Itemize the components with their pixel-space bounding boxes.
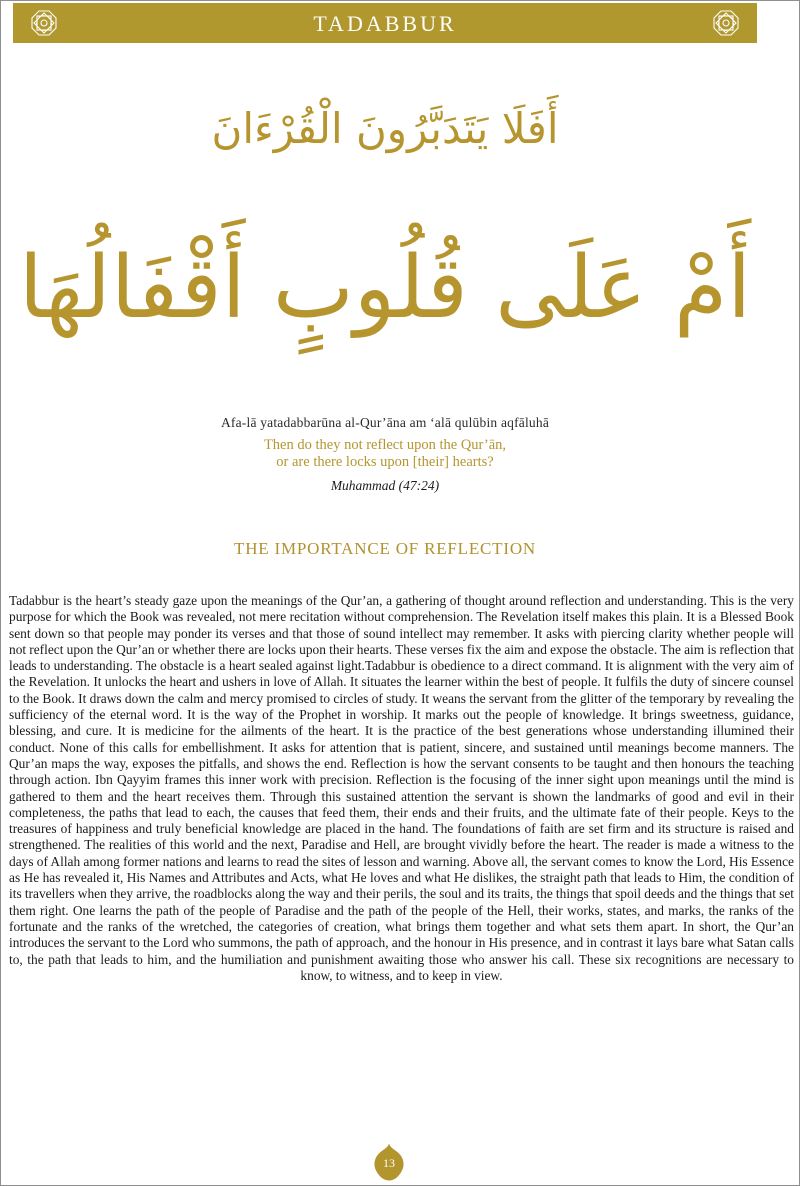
page-number-badge [372, 1142, 406, 1183]
verse-transliteration: Afa-lā yatadabbarūna al-Qur’āna am ‘alā qulūbin aqfāluhā [220, 415, 550, 430]
geometric-octagon-ornament-icon [31, 10, 57, 36]
section-heading: THE IMPORTANCE OF REFLECTION [234, 539, 536, 558]
verse-translation-line-2: or are there locks upon [their] hearts? [276, 454, 494, 470]
arabic-calligraphy-line-2: أَمْ عَلَى قُلُوبٍ أَقْفَالُهَا [18, 238, 752, 338]
verse-translation-line-1: Then do they not reflect upon the Qur’ān, [263, 437, 507, 453]
body-paragraph: Tadabbur is the heart’s steady gaze upon the meanings of the Qur’an, a gathering of thought around reflection and understanding. This is the very purpose for which the Book was revealed, not mere recitation without comprehension. The Revelation itself makes this plain. It is a Blessed Book sent down so that people may ponder its verses and that those of sound intellect may remember. It asks with piercing clarity whether people will not reflect upon the Qur’an or whether there are locks upon their hearts. These verses fix the aim and expose the obstacle. The aim is reflection that leads to understanding. The obstacle is a heart sealed against light.Tadabbur is obedience to a direct command. It is alignment with the very aim of the Revelation. It unlocks the heart and ushers in love of Allah. It situates the learner within the best of people. It fulfils the duty of sincere counsel to the Book. It draws down the calm and mercy promised to circles of study. It weans the servant from the glitter of the temporary by revealing the sufficiency of the eternal word. It is the way of the Prophet in worship. It marks out the people of knowledge. It brings sweetness, guidance, blessing, and cure. It is medicine for the ailments of the heart. It is the practice of the best generations whose understanding illumined their conduct. None of this calls for embellishment. It asks for attention that is patient, sincere, and sustained until meanings become manners. The Qur’an maps the way, exposes the pitfalls, and shows the end. Reflection is how the servant consents to be taught and then honours the teaching through action. Ibn Qayyim frames this inner work with precision. Reflection is the focusing of the inner sight upon meanings until the mind is gathered to them and the heart receives them. Through this sustained attention the servant is shown the landmarks of good and evil in their completeness, the paths that lead to each, the causes that feed them, their ends and their fruits, and the ultimate fate of their people. Keys to the treasures of happiness and truly beneficial knowledge are placed in the hand. The foundations of faith are set firm and its structure is raised and strengthened. The realities of this world and the next, Paradise and Hell, are brought vividly before the heart. The reader is made a witness to the days of Allah among former nations and learns to read the sites of lesson and warning. Above all, the servant comes to know the Lord, His Essence as He has revealed it, His Names and Attributes and Acts, what He loves and what He dislikes, the straight path that leads to Him, the condition of its travellers when they arrive, the roadblocks along the way and their perils, the soul and its traits, the things that spoil deeds and the things that set them right. One learns the path of the people of Paradise and the path of the people of the Hell, their works, states, and marks, the ranks of the fortunate and the ranks of the wretched, the categories of creation, what brings them together and what sets them apart. In short, the Qur’an introduces the servant to the Lord who summons, the path of approach, and the honour in His presence, and in contrast it lays bare what Satan calls to, the path that leads to him, and the humiliation and punishment awaiting those who answer his call. These six recognitions are necessary to know, to witness, and to keep in view. [9, 593, 794, 983]
page-number: 13 [383, 1156, 395, 1170]
arabic-calligraphy-line-1: أَفَلَا يَتَدَبَّرُونَ الْقُرْءَانَ [211, 104, 559, 153]
header-band [13, 3, 757, 43]
page-title: TADABBUR [313, 11, 457, 36]
verse-translation [1, 437, 769, 471]
verse-attribution: Muhammad (47:24) [330, 478, 440, 493]
geometric-octagon-ornament-icon [713, 10, 739, 36]
